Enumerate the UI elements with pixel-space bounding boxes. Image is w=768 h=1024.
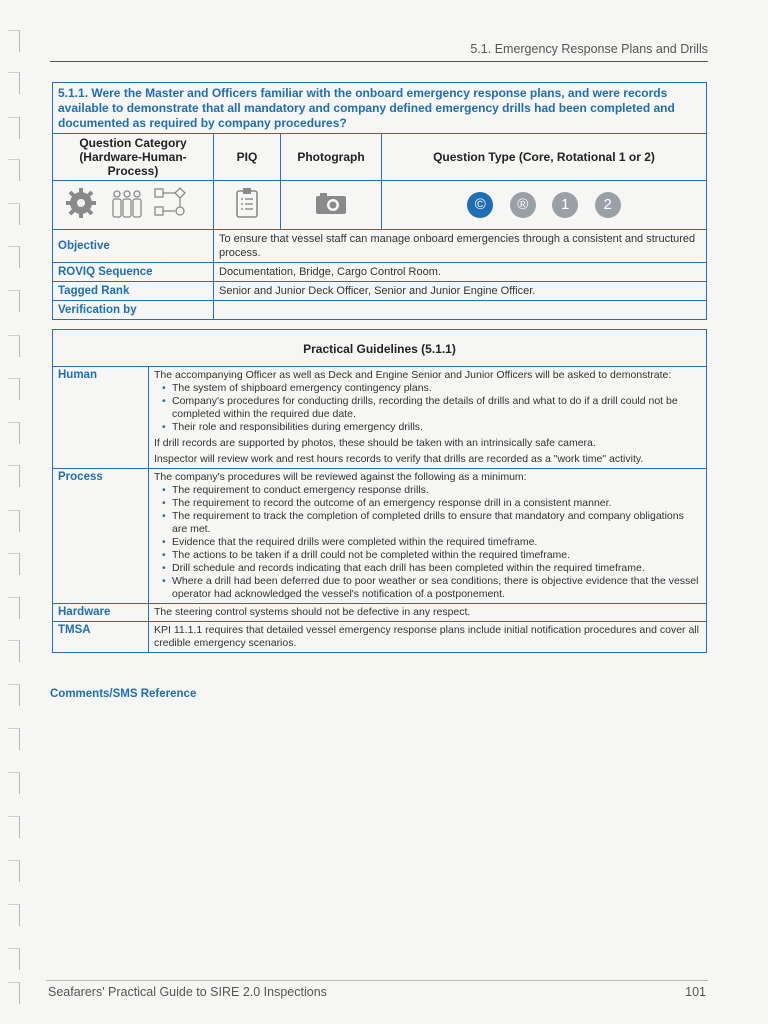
tmsa-text: KPI 11.1.1 requires that detailed vessel emergency response plans include initial notification procedures and cover all credible emergency scenarios.: [149, 622, 707, 653]
process-intro: The company's procedures will be reviewed against the following as a minimum:: [154, 471, 527, 483]
question-type-badges: [382, 181, 707, 230]
guidelines-title: Practical Guidelines (5.1.1): [53, 330, 707, 367]
roviq-label: ROVIQ Sequence: [53, 263, 214, 282]
list-item: • The actions to be taken if a drill could not be completed within the required timeframe.: [172, 549, 701, 562]
human-bullets: [154, 382, 701, 434]
list-item: • The system of shipboard emergency contingency plans.: [172, 382, 701, 395]
col-piq-header: PIQ: [214, 134, 281, 181]
tmsa-label: TMSA: [53, 622, 149, 653]
category-icons-cell: [53, 181, 214, 230]
col-type-header: Question Type (Core, Rotational 1 or 2): [382, 134, 707, 181]
people-icon: [113, 191, 141, 217]
list-item: • Where a drill had been deferred due to poor weather or sea conditions, there is objective evidence that the vessel operator had acknowledged the vessel's notification of a postponement.: [172, 575, 701, 601]
list-item: • The requirement to track the completion of completed drills to ensure that mandatory and company obligations are met.: [172, 510, 701, 536]
col-category-header: Question Category (Hardware-Human-Process): [53, 134, 214, 181]
hardware-label: Hardware: [53, 604, 149, 622]
objective-value: To ensure that vessel staff can manage onboard emergencies through a consistent and structured process.: [214, 230, 707, 263]
rotational-1-badge: 1: [552, 192, 578, 218]
hardware-text: The steering control systems should not be defective in any respect.: [149, 604, 707, 622]
roviq-value: Documentation, Bridge, Cargo Control Room.: [214, 263, 707, 282]
process-label: Process: [53, 469, 149, 604]
clipboard-icon: [235, 187, 259, 219]
human-intro: The accompanying Officer as well as Deck and Engine Senior and Junior Officers will be asked to demonstrate:: [154, 369, 672, 381]
footer-title: Seafarers' Practical Guide to SIRE 2.0 Inspections: [48, 985, 327, 999]
practical-guidelines-table: [52, 329, 707, 653]
piq-icon-cell: [214, 181, 281, 230]
process-content: [149, 469, 707, 604]
verification-label: Verification by: [53, 301, 214, 320]
col-photograph-header: Photograph: [281, 134, 382, 181]
question-table: [52, 82, 707, 320]
list-item: • The requirement to record the outcome of an emergency response drill in a consistent manner.: [172, 497, 701, 510]
gear-icon: [66, 188, 96, 218]
human-work-rest-note: Inspector will review work and rest hours records to verify that drills are recorded as a "work time" activity.: [154, 453, 644, 465]
human-photo-note: If drill records are supported by photos, these should be taken with an intrinsically safe camera.: [154, 437, 596, 449]
list-item: • Evidence that the required drills were completed within the required timeframe.: [172, 536, 701, 549]
flowchart-icon: [155, 188, 185, 215]
objective-label: Objective: [53, 230, 214, 263]
header-rule: [50, 61, 708, 62]
human-label: Human: [53, 367, 149, 469]
tagged-rank-label: Tagged Rank: [53, 282, 214, 301]
running-head: 5.1. Emergency Response Plans and Drills: [470, 42, 708, 56]
camera-icon: [314, 190, 348, 216]
list-item: • Company's procedures for conducting drills, recording the details of drills and what to do if a drill could not be completed within the required due date.: [172, 395, 701, 421]
list-item: • The requirement to conduct emergency response drills.: [172, 484, 701, 497]
page-number: 101: [685, 985, 706, 999]
tagged-rank-value: Senior and Junior Deck Officer, Senior and Junior Engine Officer.: [214, 282, 707, 301]
rotational-2-badge: 2: [595, 192, 621, 218]
footer-rule: [46, 980, 708, 981]
verification-value: [214, 301, 707, 320]
list-item: • Drill schedule and records indicating that each drill has been completed within the required timeframe.: [172, 562, 701, 575]
question-title: 5.1.1. Were the Master and Officers familiar with the onboard emergency response plans, and were records available to demonstrate that all mandatory and company defined emergency drills had been completed and documented as required by company procedures?: [53, 83, 707, 134]
comments-sms-reference-label: Comments/SMS Reference: [50, 688, 197, 700]
core-badge: ©: [467, 192, 493, 218]
human-content: [149, 367, 707, 469]
rotational-badge: ®: [510, 192, 536, 218]
photograph-icon-cell: [281, 181, 382, 230]
process-bullets: [154, 484, 701, 601]
list-item: • Their role and responsibilities during emergency drills.: [172, 421, 701, 434]
binder-holes: [8, 20, 26, 1010]
